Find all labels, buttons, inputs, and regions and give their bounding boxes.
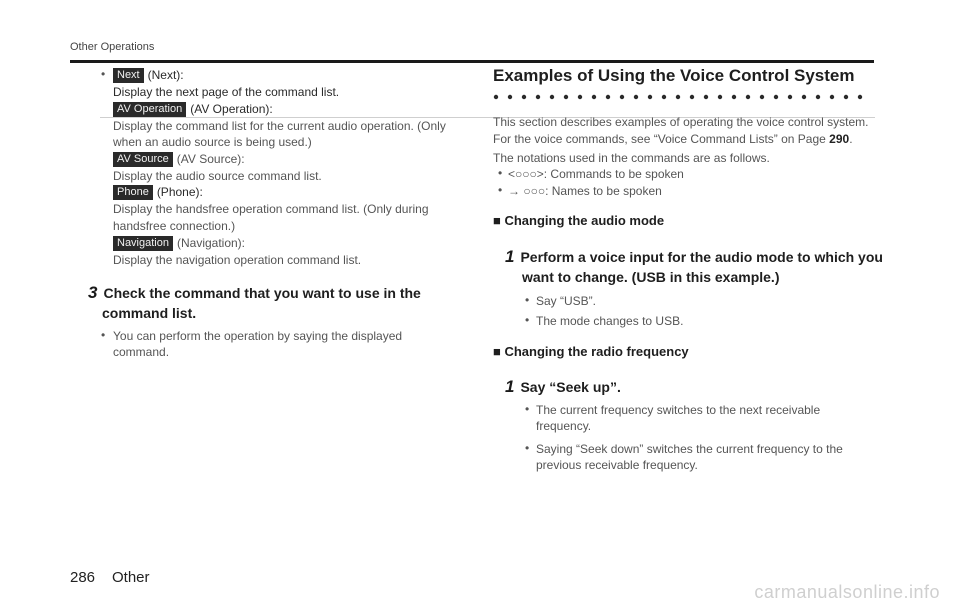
audio-step-1-line-2: want to change. (USB in this example.) [522,269,780,285]
av-operation-tag: AV Operation [113,102,186,117]
phone-tag: Phone [113,185,153,200]
running-header: Other Operations [70,41,155,53]
step-3-line-2: command list. [102,305,197,321]
bullet: • [498,183,503,197]
step-3-note-1: You can perform the operation by saying the displayed [113,329,403,343]
av-operation-desc-2: when an audio source is being used.) [113,135,312,149]
dotted-rule [493,94,873,100]
radio-bullet-1-line-2: frequency. [536,419,592,433]
step-number: 1 [505,247,515,266]
av-operation-desc-1: Display the command list for the current audio operation. (Only [113,119,446,133]
phone-desc-2: handsfree connection.) [113,219,236,233]
subsection-radio-frequency: ■ Changing the radio frequency [493,344,689,359]
intro-period: . [849,132,853,146]
navigation-item [113,235,245,251]
section-title: Examples of Using the Voice Control System [493,66,855,85]
navigation-desc: Display the navigation operation command list. [113,253,362,267]
intro-line-1: This section describes examples of operating the voice control system. [493,115,869,129]
bullet: • [525,441,530,455]
audio-step-1 [505,246,883,268]
bullet: • [101,67,106,81]
next-desc: Display the next page of the command list. [113,85,340,99]
next-tag: Next [113,68,144,83]
radio-bullet-2-line-1: Saying “Seek down” switches the current frequency to the [536,442,843,456]
av-source-label: (AV Source): [176,152,245,166]
subsection-audio-mode: ■ Changing the audio mode [493,213,665,228]
step-number: 3 [88,283,98,302]
step-3 [88,282,421,304]
bullet: • [525,402,530,416]
bullet: • [498,166,503,180]
bullet: • [525,293,530,307]
audio-bullet-2: The mode changes to USB. [536,314,684,328]
phone-item [113,184,203,200]
step-text-1: Perform a voice input for the audio mode to which you [520,249,883,265]
chapter-name: Other [112,569,150,586]
notation-commands: <○○○>: Commands to be spoken [508,167,684,181]
radio-bullet-1-line-1: The current frequency switches to the next receivable [536,403,821,417]
step-text-1: Check the command that you want to use in the [103,285,421,301]
phone-desc-1: Display the handsfree operation command list. (Only during [113,202,429,216]
intro-text: For the voice commands, see “Voice Command Lists” on Page [493,132,830,146]
bullet: • [525,313,530,327]
audio-bullet-1: Say “USB”. [536,294,597,308]
av-source-tag: AV Source [113,152,173,167]
next-label: (Next): [147,68,184,82]
step-text-1: Say “Seek up”. [520,379,621,395]
intro-line-2 [493,131,853,147]
step-number: 1 [505,377,515,396]
radio-step-1 [505,376,621,398]
radio-bullet-2-line-2: previous receivable frequency. [536,458,698,472]
next-item [113,67,184,83]
av-source-item [113,151,245,167]
navigation-label: (Navigation): [176,236,246,250]
bullet: • [101,328,106,342]
page-number: 286 [70,569,96,586]
page-reference-link[interactable]: 290 [829,132,850,146]
av-operation-label: (AV Operation): [190,102,273,116]
phone-label: (Phone): [156,185,203,199]
step-3-note-2: command. [113,345,170,359]
notation-intro: The notations used in the commands are as follows. [493,151,770,165]
navigation-tag: Navigation [113,236,173,251]
header-rule [70,60,874,63]
av-operation-item [113,101,273,117]
av-source-desc: Display the audio source command list. [113,169,322,183]
notation-names: → ○○○: Names to be spoken [508,184,662,198]
watermark: carmanualsonline.info [754,582,940,602]
